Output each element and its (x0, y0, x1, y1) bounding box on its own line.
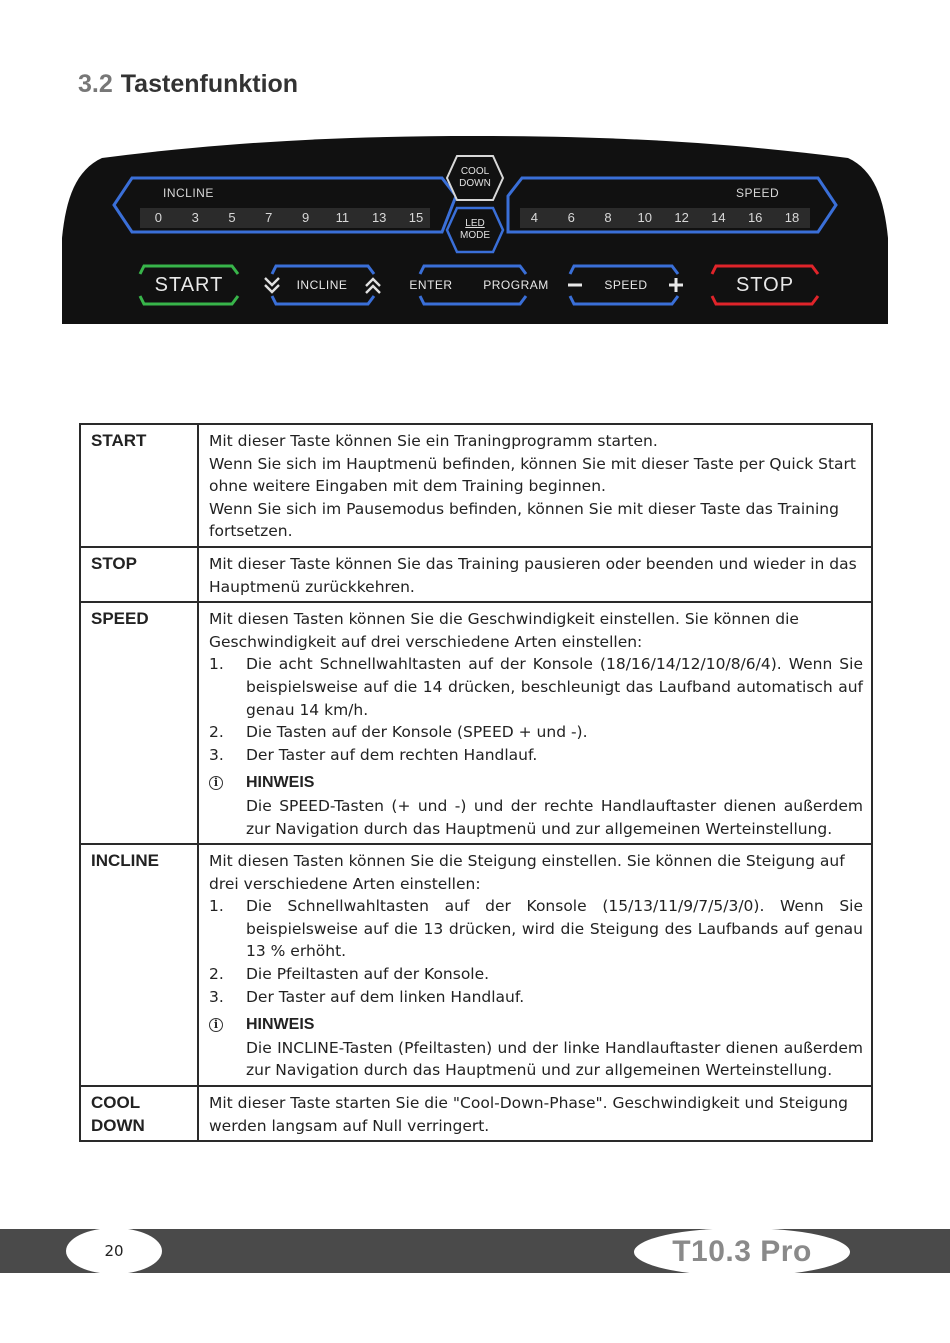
speed-note (209, 772, 863, 840)
speed-key-14[interactable]: 14 (711, 210, 726, 225)
incline-key-3[interactable]: 3 (191, 210, 199, 225)
desc-stop-text: Mit dieser Taste können Sie das Training pausieren oder beenden und wieder in das Hauptmenü zurückkehren. (209, 554, 857, 596)
list-item (209, 963, 863, 986)
cool-down-button[interactable] (448, 166, 502, 190)
incline-key-9[interactable]: 9 (301, 210, 310, 225)
key-incline: INCLINE (80, 844, 198, 1086)
speed-key-8[interactable]: 8 (604, 210, 612, 225)
list-text: Die Schnellwahltasten auf der Konsole (15/13/11/9/7/5/3/0). Wenn Sie beispielsweise auf die 13 drücken, wird die Steigung des Laufbands auf genau 13 % erhöht. (246, 897, 863, 961)
key-cooldown (80, 1086, 198, 1141)
speed-button[interactable]: SPEED (604, 278, 648, 292)
list-number: 2. (209, 965, 224, 984)
key-cooldown-line1: COOL (91, 1093, 141, 1113)
speed-key-18[interactable]: 18 (784, 210, 800, 225)
table-row-speed (80, 602, 872, 844)
list-text: Der Taster auf dem linken Handlauf. (246, 987, 525, 1006)
speed-key-10[interactable]: 10 (637, 210, 653, 225)
info-icon: i (209, 776, 223, 790)
note-text: Die SPEED-Tasten (+ und -) und der rechte Handlauftaster dienen außerdem zur Navigation durch das Hauptmenü und zur allgemeinen Werteinstellung. (246, 796, 863, 838)
speed-methods-list (209, 653, 863, 766)
info-icon: i (209, 1018, 223, 1032)
desc-speed-intro: Mit diesen Tasten können Sie die Geschwindigkeit einstellen. Sie können die Geschwindigkeit auf drei verschiedene Arten einstellen: (209, 610, 799, 651)
speed-key-12[interactable]: 12 (674, 210, 689, 225)
list-item (209, 895, 863, 963)
desc-stop (198, 547, 872, 602)
list-text: Der Taster auf dem rechten Handlauf. (246, 745, 538, 764)
table-row-cooldown (80, 1086, 872, 1141)
led-mode-line1: LED (465, 218, 485, 229)
table-row-incline (80, 844, 872, 1086)
key-start: START (80, 424, 198, 547)
program-button[interactable]: PROGRAM (483, 278, 549, 292)
list-item (209, 721, 863, 744)
stop-button[interactable]: STOP (735, 273, 795, 296)
speed-key-6[interactable]: 6 (567, 210, 575, 225)
model-name: T10.3 Pro (634, 1228, 850, 1276)
key-stop: STOP (80, 547, 198, 602)
note-text: Die INCLINE-Tasten (Pfeiltasten) und der linke Handlauftaster dienen außerdem zur Navigation durch das Hauptmenü und zur allgemeinen Werteinstellung. (246, 1038, 863, 1080)
incline-button[interactable]: INCLINE (296, 278, 348, 292)
desc-start (198, 424, 872, 547)
list-item (209, 653, 863, 721)
led-mode-button[interactable] (448, 218, 502, 242)
desc-incline (198, 844, 872, 1086)
start-button[interactable]: START (154, 273, 224, 296)
section-number: 3.2 (78, 70, 113, 98)
speed-key-4[interactable]: 4 (530, 210, 539, 225)
incline-key-7[interactable]: 7 (265, 210, 273, 225)
list-number: 2. (209, 723, 224, 742)
incline-methods-list (209, 895, 863, 1008)
table-row-stop (80, 547, 872, 602)
incline-key-13[interactable]: 13 (371, 210, 387, 225)
list-item (209, 744, 863, 767)
incline-note (209, 1014, 863, 1082)
list-number: 1. (209, 655, 224, 674)
cool-down-line2: DOWN (459, 178, 491, 189)
incline-key-15[interactable]: 15 (408, 210, 424, 225)
key-cooldown-line2: DOWN (91, 1115, 145, 1135)
desc-start-line3: Wenn Sie sich im Pausemodus befinden, können Sie mit dieser Taste das Training fortsetzen. (209, 499, 839, 541)
desc-cooldown (198, 1086, 872, 1141)
list-text: Die acht Schnellwahltasten auf der Konsole (18/16/14/12/10/8/6/4). Wenn Sie beispielsweise auf die 14 drücken, beschleunigt das Laufband automatisch auf genau 14 km/h. (246, 655, 863, 719)
speed-quick-keys (516, 210, 810, 225)
note-heading: HINWEIS (246, 1016, 315, 1034)
section-heading (78, 70, 298, 99)
led-mode-line2: MODE (460, 230, 490, 241)
incline-key-11[interactable]: 11 (335, 210, 350, 225)
speed-scale-label: SPEED (736, 186, 780, 200)
note-heading: HINWEIS (246, 774, 315, 792)
desc-cooldown-text: Mit dieser Taste starten Sie die "Cool-Down-Phase". Geschwindigkeit und Steigung werden langsam auf Null verringert. (209, 1094, 849, 1135)
desc-speed (198, 602, 872, 844)
table-row-start (80, 424, 872, 547)
page-number: 20 (66, 1228, 162, 1274)
section-title: Tastenfunktion (120, 70, 299, 98)
cool-down-line1: COOL (460, 166, 490, 177)
incline-scale-label: INCLINE (163, 186, 214, 200)
incline-key-0[interactable]: 0 (154, 210, 163, 225)
list-text: Die Tasten auf der Konsole (SPEED + und -). (246, 723, 588, 742)
key-speed: SPEED (80, 602, 198, 844)
list-text: Die Pfeiltasten auf der Konsole. (246, 965, 490, 984)
incline-quick-keys (140, 210, 434, 225)
list-item (209, 986, 863, 1009)
desc-incline-intro: Mit diesen Tasten können Sie die Steigung einstellen. Sie können die Steigung auf drei verschiedene Arten einstellen: (209, 852, 845, 893)
desc-start-line1: Mit dieser Taste können Sie ein Traningprogramm starten. (209, 432, 658, 450)
treadmill-console (62, 128, 888, 328)
desc-start-line2: Wenn Sie sich im Hauptmenü befinden, können Sie mit dieser Taste per Quick Start ohne weitere Eingaben mit dem Training beginnen. (209, 454, 857, 496)
incline-key-5[interactable]: 5 (228, 210, 236, 225)
speed-key-16[interactable]: 16 (747, 210, 763, 225)
list-number: 3. (209, 745, 224, 764)
list-number: 3. (209, 987, 224, 1006)
function-table (79, 423, 873, 1142)
list-number: 1. (209, 897, 224, 916)
enter-button[interactable]: ENTER (409, 278, 453, 292)
